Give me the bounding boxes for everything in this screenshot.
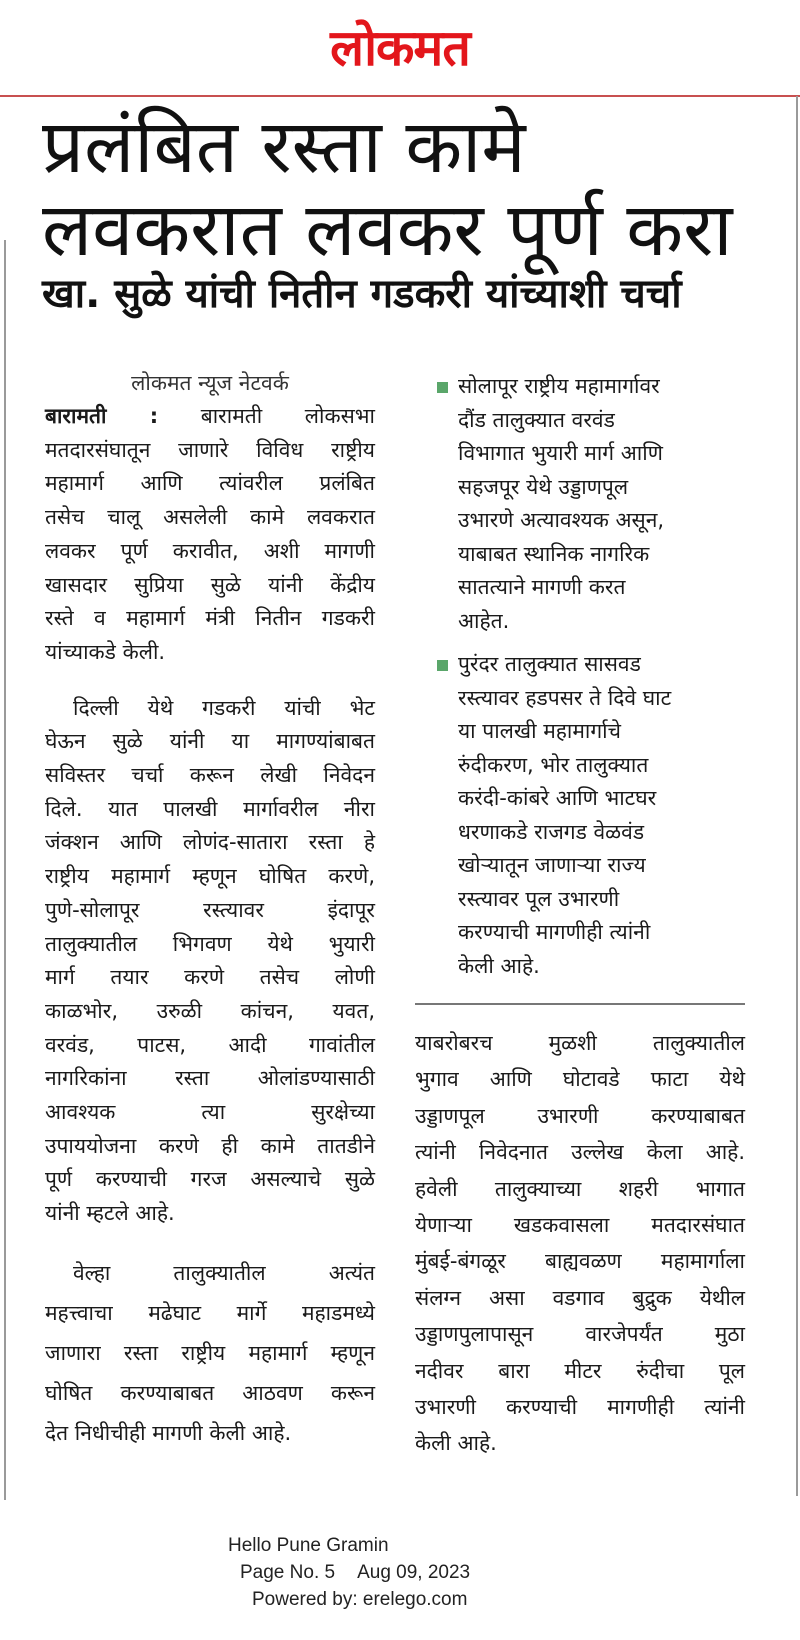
text-line: नदीवर बारा मीटर रुंदीचा पूल [415,1358,745,1383]
text-line: या पालखी महामार्गाचे [458,719,621,743]
text-line: दौंड तालुक्यात वरवंड [458,407,615,432]
powered-by: Powered by: erelego.com [252,1589,468,1610]
clip-border-right [796,96,798,1496]
text-line: याबरोबरच मुळशी तालुक्यातील [415,1031,745,1055]
text-line: पुरंदर तालुक्यात सासवड [458,652,641,676]
masthead-divider [0,95,800,97]
text-line: उड्डाणपूल उभारणी करण्याबाबत [415,1103,745,1128]
article-paragraph [45,400,375,670]
square-bullet-icon [437,660,448,671]
text-line: पुणे-सोलापूर रस्त्यावर इंदापूर [45,897,375,922]
headline-line-1: प्रलंबित रस्ता कामे [42,104,526,190]
text-line: यांनी म्हटले आहे. [45,1201,175,1226]
text-line: रस्ते व महामार्ग मंत्री नितीन गडकरी [45,606,375,631]
text-line: वेल्हा तालुक्यातील अत्यंत [73,1260,375,1285]
text-line: राष्ट्रीय महामार्ग म्हणून घोषित करणे, [45,864,375,889]
text-line: तसेच चालू असलेली कामे लवकरात [45,505,375,530]
lokmat-logo: लोकमत [330,19,470,77]
text-line: मुंबई-बंगळूर बाह्यवळण महामार्गाला [415,1249,745,1274]
text-line: करंदी-कांबरे आणि भाटघर [458,786,657,810]
publication-date: Aug 09, 2023 [357,1562,471,1583]
text-line: जाणारा रस्ता राष्ट्रीय महामार्ग म्हणून [45,1340,375,1365]
headline-line-2: लवकरात लवकर पूर्ण करा [42,187,733,273]
text-line: धरणाकडे राजगड वेळवंड [458,819,645,844]
text-line: तालुक्यातील भिगवण येथे भुयारी [45,931,375,956]
article-left-column [45,366,375,1475]
text-line: जंक्शन आणि लोणंद-सातारा रस्ता हे [45,830,375,855]
text-line: उपाययोजना करणे ही कामे तातडीने [45,1133,375,1158]
text-line: मतदारसंघातून जाणारे विविध राष्ट्रीय [45,437,375,462]
bullet-point [415,648,745,983]
text-line: आहेत. [458,608,510,633]
text-line: मार्ग तयार करणे तसेच लोणी [45,965,375,990]
text-line: नागरिकांना रस्ता ओलांडण्यासाठी [45,1066,375,1091]
dateline: बारामती : [45,404,159,428]
text-line: केली आहे. [458,953,540,978]
text-line: त्यांनी निवेदनात उल्लेख केला आहे. [415,1140,745,1165]
text-line: हवेली तालुक्याच्या शहरी भागात [415,1176,745,1201]
text-line: भुगाव आणि घोटावडे फाटा येथे [415,1067,745,1092]
text-line: रस्त्यावर पूल उभारणी [458,886,620,911]
text-line: वरवंड, पाटस, आदी गावांतील [45,1032,375,1057]
text-line: काळभोर, उरुळी कांचन, यवत, [45,998,375,1023]
text-line: दिल्ली येथे गडकरी यांची भेट [73,695,375,720]
subheadline: खा. सुळे यांची नितीन गडकरी यांच्याशी चर्चा [42,271,682,317]
text-line: संलग्न असा वडगाव बुद्रुक येथील [415,1285,745,1310]
clip-footer [200,1532,600,1613]
text-line: उभारणे अत्यावश्यक असून, [458,508,665,532]
text-line: सहजपूर येथे उड्डाणपूल [458,474,629,499]
text-line: आवश्यक त्या सुरक्षेच्या [45,1100,375,1125]
text-fragment: बारामती लोकसभा [200,404,375,428]
text-line: उड्डाणपुलापासून वारजेपर्यंत मुठा [415,1322,745,1347]
clip-border-left [4,240,6,1500]
text-line: पूर्ण करण्याची गरज असल्याचे सुळे [45,1167,375,1192]
text-line: येणाऱ्या खडकवासला मतदारसंघात [415,1213,745,1238]
text-line: विभागात भुयारी मार्ग आणि [458,441,663,465]
text-line: देत निधीचीही मागणी केली आहे. [45,1420,292,1445]
text-line [45,400,375,434]
text-line: सोलापूर राष्ट्रीय महामार्गावर [458,374,660,398]
page-number: Page No. 5 [240,1562,336,1583]
article-paragraph [45,692,375,1231]
text-line: घोषित करण्याबाबत आठवण करून [45,1380,375,1405]
text-line: सविस्तर चर्चा करून लेखी निवेदन [45,763,375,788]
edition-name: Hello Pune Gramin [228,1535,389,1556]
text-line: खोऱ्यातून जाणाऱ्या राज्य [458,853,646,877]
text-line: महामार्ग आणि त्यांवरील प्रलंबित [45,471,375,496]
text-line: रुंदीकरण, भोर तालुक्यात [458,752,649,777]
text-line: दिले. यात पालखी मार्गावरील नीरा [45,796,375,821]
text-line: घेऊन सुळे यांनी या मागण्यांबाबत [45,729,375,754]
text-line: रस्त्यावर हडपसर ते दिवे घाट [458,685,672,710]
square-bullet-icon [437,382,448,393]
text-line: केली आहे. [415,1431,497,1456]
text-line: महत्त्वाचा मढेघाट मार्गे महाडमध्ये [45,1300,375,1325]
text-line: याबाबत स्थानिक नागरिक [458,541,650,566]
article-right-column [415,370,745,1462]
text-line: सातत्याने मागणी करत [458,575,626,599]
article-paragraph [415,1025,745,1462]
text-line: खासदार सुप्रिया सुळे यांनी केंद्रीय [45,572,375,597]
article-paragraph [45,1253,375,1453]
text-line: लवकर पूर्ण करावीत, अशी मागणी [45,538,375,563]
text-line: यांच्याकडे केली. [45,639,166,664]
text-line: करण्याची मागणीही त्यांनी [458,920,651,944]
bullet-point [415,370,745,638]
byline: लोकमत न्यूज नेटवर्क [131,371,289,395]
section-divider [415,1003,745,1005]
text-line: उभारणी करण्याची मागणीही त्यांनी [415,1395,745,1420]
